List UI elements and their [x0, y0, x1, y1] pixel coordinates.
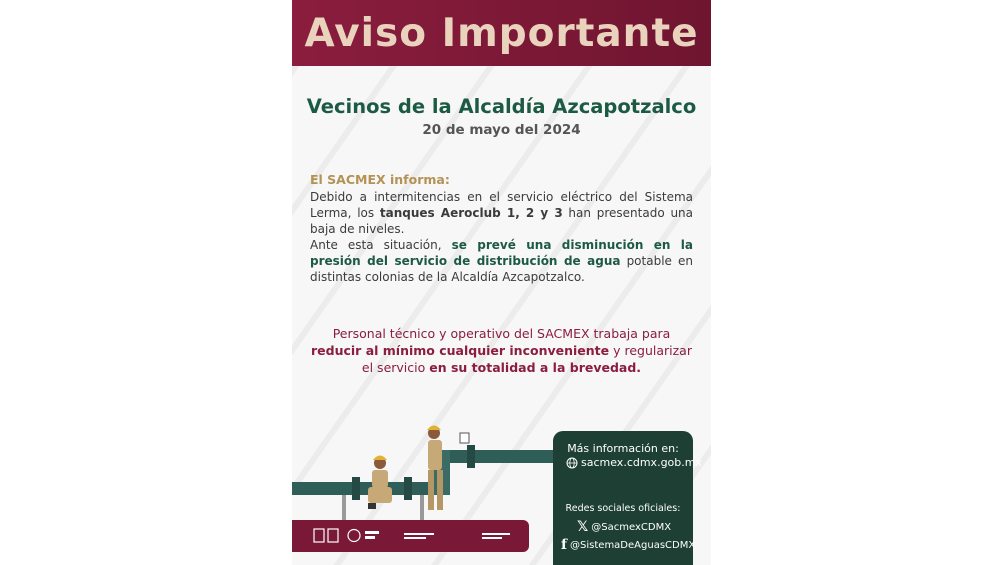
social-label: Redes sociales oficiales: — [565, 503, 681, 514]
x-twitter-icon: 𝕏 — [577, 519, 589, 535]
government-logos-bar — [292, 520, 529, 552]
header-banner — [292, 0, 711, 66]
website-link[interactable] — [566, 456, 702, 469]
center-message-bold-1: reducir al mínimo cualquier inconveniente — [311, 343, 610, 358]
info-box — [553, 431, 702, 565]
center-message — [310, 325, 693, 376]
center-message-text-b: y regularizar el servicio — [361, 343, 692, 375]
header-title: Aviso Importante — [304, 10, 699, 56]
paragraph-1 — [310, 189, 693, 237]
paragraph-2-text-b: potable en distintas colonias de la Alcaldía Azcapotzalco. — [310, 254, 694, 284]
paragraph-2-bold: se prevé una disminución en la presión del servicio de distribución de agua — [310, 238, 694, 268]
twitter-handle[interactable]: @SacmexCDMX — [591, 521, 672, 533]
paragraph-1-bold: tanques Aeroclub 1, 2 y 3 — [379, 206, 563, 220]
paragraph-1-text-a: Debido a intermitencias en el servicio eléctrico del Sistema Lerma, los — [310, 190, 693, 220]
twitter-link[interactable] — [577, 519, 671, 535]
paragraph-2-text-a: Ante esta situación, — [310, 238, 452, 252]
website-url[interactable]: sacmex.cdmx.gob.mx — [581, 456, 702, 469]
date: 20 de mayo del 2024 — [422, 122, 581, 138]
paragraph-2 — [310, 237, 693, 285]
facebook-handle[interactable]: @SistemaDeAguasCDMX — [570, 539, 696, 551]
paragraph-1-text-b: han presentado una baja de niveles. — [310, 206, 694, 236]
informa-label: El SACMEX informa: — [310, 172, 450, 187]
pipeline-illustration — [292, 415, 554, 525]
notice-poster — [292, 0, 711, 565]
subtitle: Vecinos de la Alcaldía Azcapotzalco — [306, 95, 697, 118]
more-info-label: Más información en: — [567, 442, 679, 455]
facebook-icon: f — [561, 537, 568, 553]
center-message-bold-2: en su totalidad a la brevedad. — [429, 360, 642, 375]
globe-icon — [566, 457, 578, 469]
center-message-text-a: Personal técnico y operativo del SACMEX trabaja para — [332, 326, 671, 341]
logos-graphic — [292, 520, 529, 552]
facebook-link[interactable] — [561, 537, 695, 553]
